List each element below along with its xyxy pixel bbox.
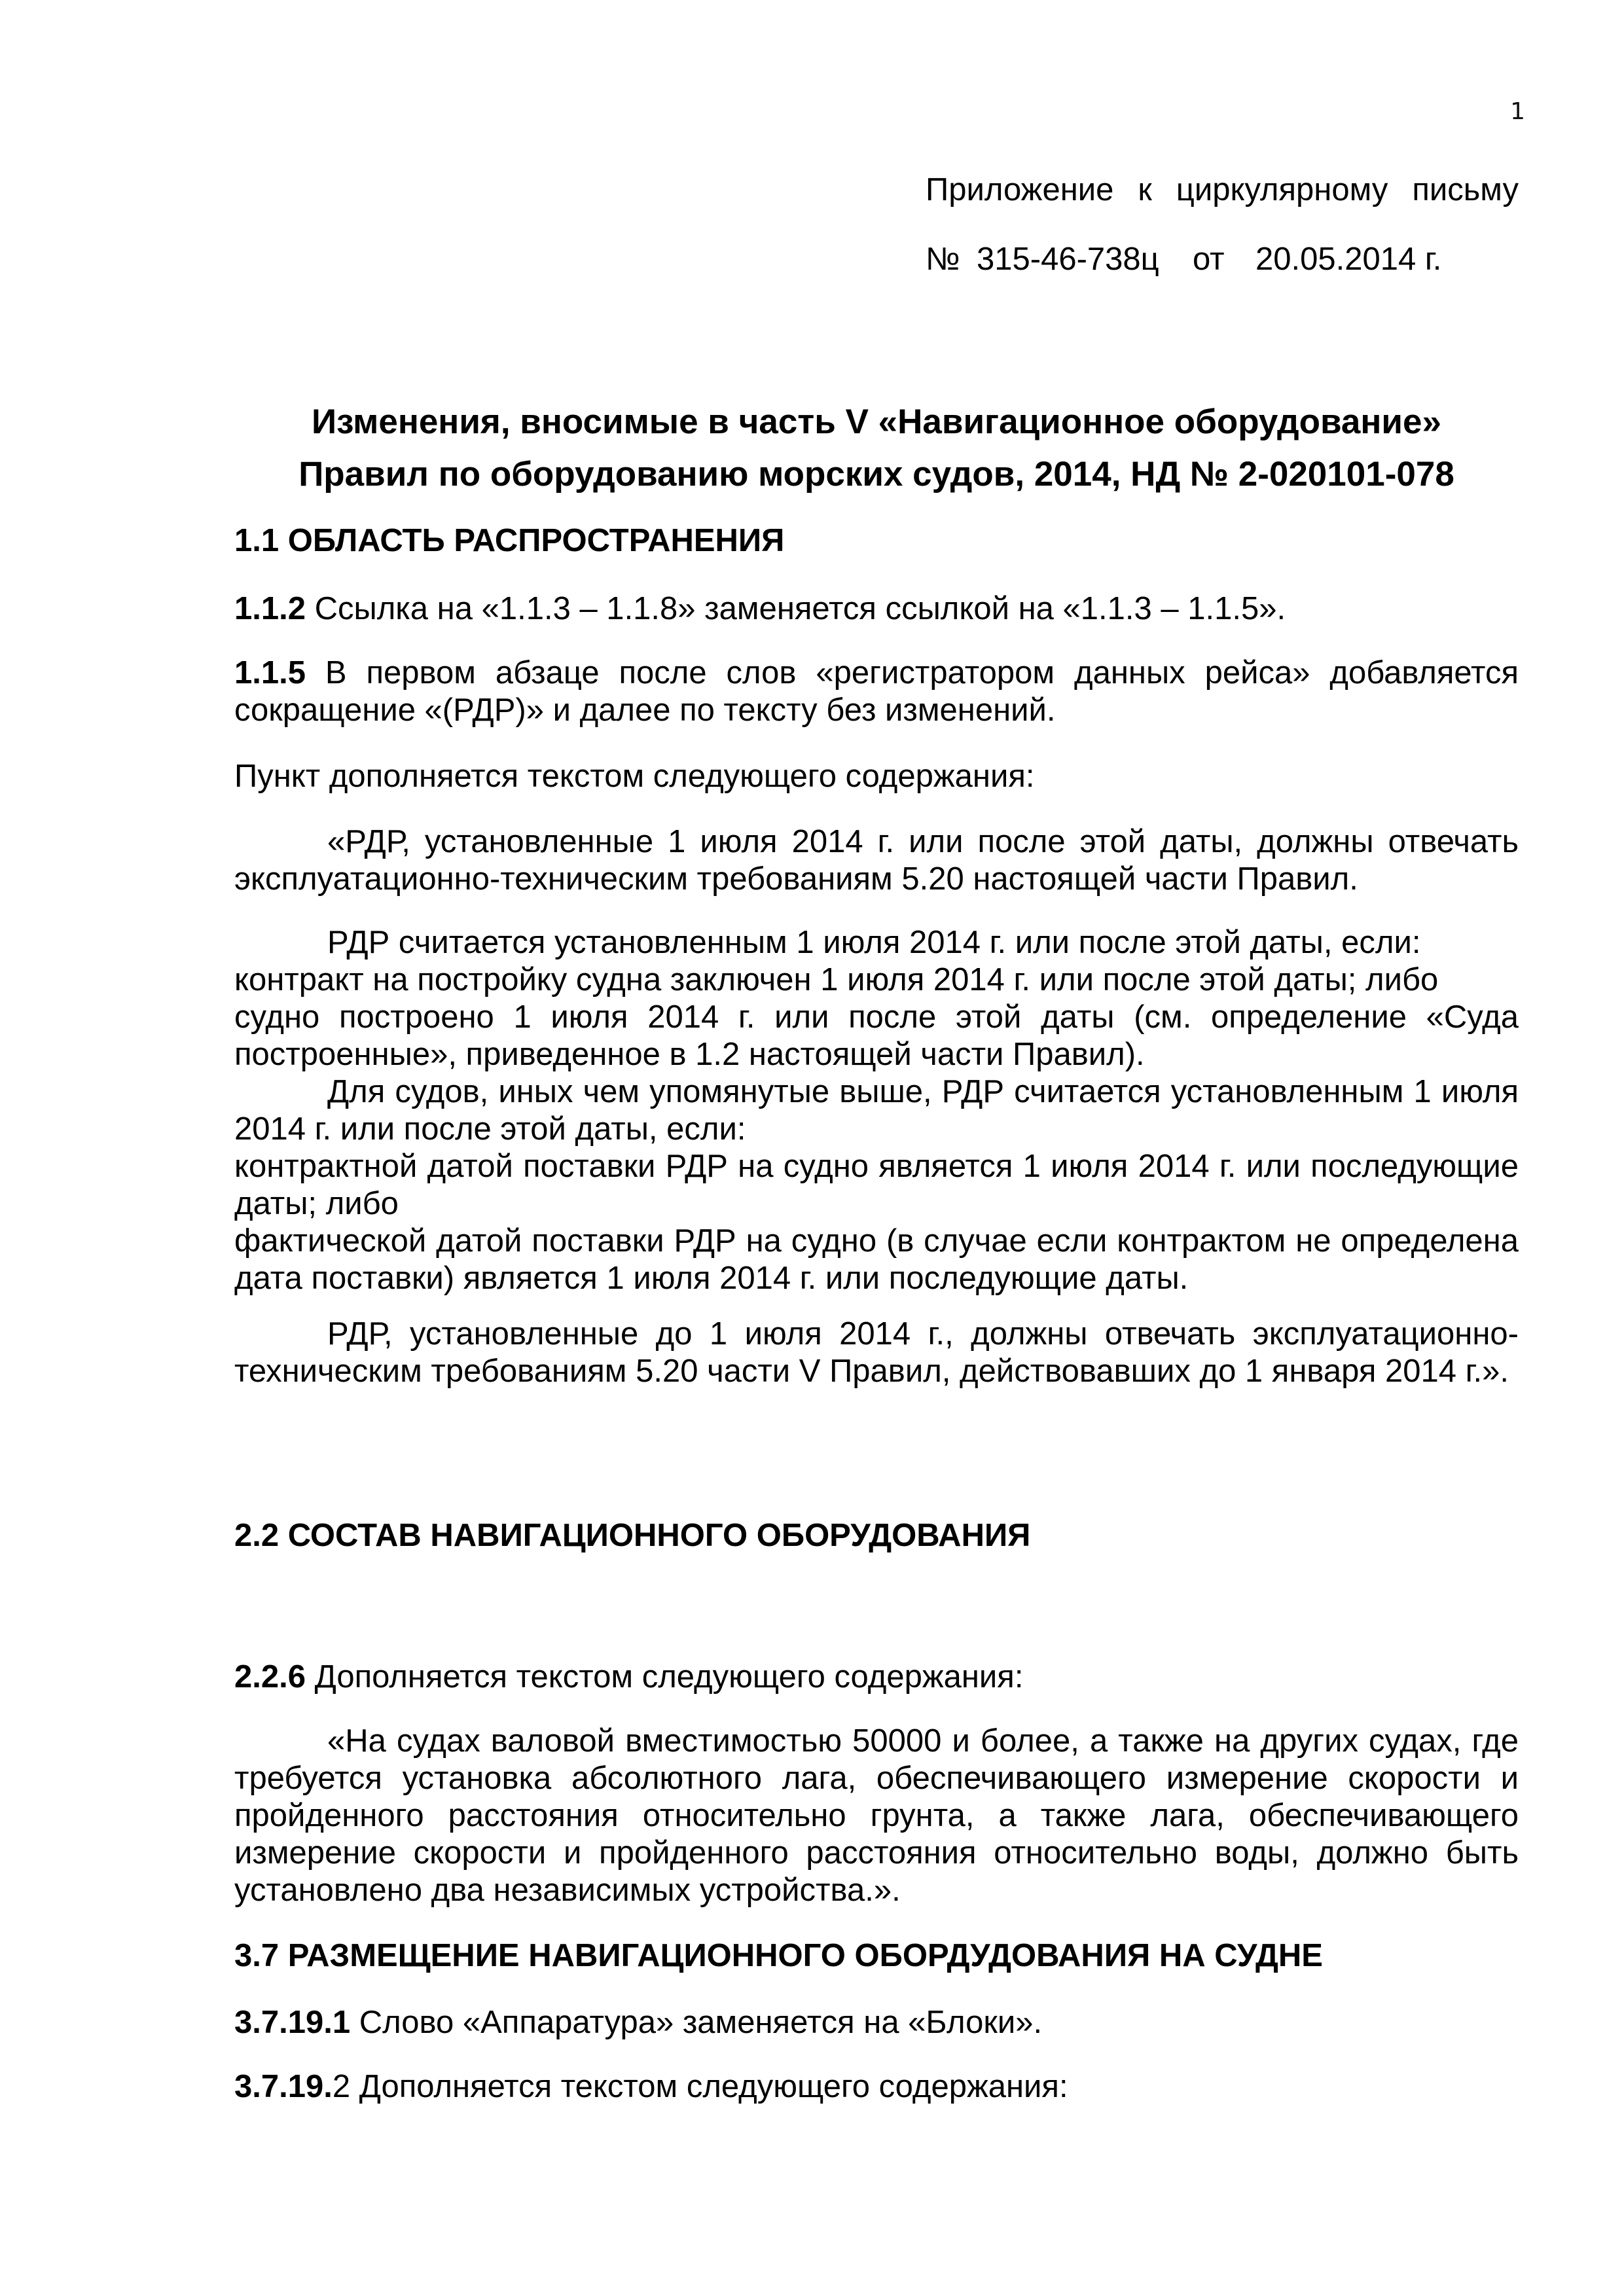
section-3-7-heading — [234, 1937, 1519, 1975]
number-sign: № — [926, 242, 960, 277]
section-2-2-heading — [234, 1517, 1519, 1554]
paragraph-text: «На судах валовой вместимостью 50000 и более, а также на других судах, где требуется установка абсолютного лага, обеспечивающего измерение скорости и пройденного расстояния относительно грунта, а также лага, обеспечивающего измерение скорости и пройденного расстояния относительно воды, должно быть установлено два независимых устройства.». — [234, 1723, 1519, 1908]
paragraph-text: Пункт дополняется текстом следующего содержания: — [234, 759, 1035, 794]
paragraph-text: Для судов, иных чем упомянутые выше, РДР считается установленным 1 июля 2014 г. или после этой даты, если: — [234, 1074, 1519, 1147]
paragraph — [234, 823, 1519, 898]
section-heading: 3.7 РАЗМЕЩЕНИЕ НАВИГАЦИОННОГО ОБОРДУДОВАНИЯ НА СУДНЕ — [234, 1938, 1323, 1973]
title-line-2: Правил по оборудованию морских судов, 2014, НД № 2-020101-078 — [298, 455, 1454, 493]
clause-label: 3.7.19.1 — [234, 2005, 351, 2040]
title-line-1: Изменения, вносимые в часть V «Навигационное оборудование» — [312, 403, 1441, 441]
clause-text: В первом абзаце после слов «регистратором данных рейса» добавляется сокращение «(РДР)» и далее по тексту без изменений. — [234, 655, 1519, 728]
paragraph-text: контрактной датой поставки РДР на судно является 1 июля 2014 г. или последующие даты; либо — [234, 1149, 1519, 1221]
clause-label: 3.7.19. — [234, 2069, 333, 2104]
clause-label: 1.1.5 — [234, 655, 306, 691]
paragraph — [234, 1316, 1519, 1390]
paragraph — [234, 924, 1519, 1073]
document-title — [234, 396, 1519, 501]
paragraph-text: судно построено 1 июля 2014 г. или после этой даты (см. определение «Суда построенные», приведенное в 1.2 настоящей части Правил). — [234, 999, 1519, 1072]
section-1-1-heading — [234, 522, 1519, 560]
clause-text: 2 Дополняется текстом следующего содержания: — [332, 2069, 1068, 2104]
clause-text: Слово «Аппаратура» заменяется на «Блоки». — [350, 2005, 1043, 2040]
clause-1-1-2 — [234, 590, 1519, 628]
attachment-line: Приложение к циркулярному письму — [926, 172, 1519, 207]
paragraph-text: фактической датой поставки РДР на судно (в случае если контрактом не определена дата поставки) является 1 июля 2014 г. или последующие даты. — [234, 1223, 1519, 1296]
clause-3-7-19-1 — [234, 2004, 1519, 2041]
paragraph — [234, 758, 1519, 795]
paragraph — [234, 1723, 1519, 1909]
paragraph-text: контракт на постройку судна заключен 1 июля 2014 г. или после этой даты; либо — [234, 962, 1439, 997]
clause-text: Дополняется текстом следующего содержания: — [305, 1659, 1024, 1695]
from-label: от — [1193, 242, 1225, 277]
clause-label: 1.1.2 — [234, 591, 306, 626]
paragraph-text: «РДР, установленные 1 июля 2014 г. или после этой даты, должны отвечать эксплуатационно-техническим требованиям 5.20 настоящей части Правил. — [234, 824, 1519, 897]
letter-number: 315-46-738ц — [977, 242, 1159, 277]
clause-3-7-19-2 — [234, 2068, 1519, 2106]
clause-1-1-5 — [234, 655, 1519, 729]
page-number: 1 — [1510, 98, 1525, 125]
section-heading: 1.1 ОБЛАСТЬ РАСПРОСТРАНЕНИЯ — [234, 523, 785, 558]
section-heading: 2.2 СОСТАВ НАВИГАЦИОННОГО ОБОРУДОВАНИЯ — [234, 1518, 1031, 1553]
attachment-number-line — [926, 240, 1519, 279]
clause-label: 2.2.6 — [234, 1659, 306, 1695]
clause-2-2-6 — [234, 1659, 1519, 1696]
paragraph-text: РДР, установленные до 1 июля 2014 г., должны отвечать эксплуатационно-техническим требованиям 5.20 части V Правил, действовавших до 1 января 2014 г.». — [234, 1316, 1519, 1389]
paragraph — [234, 1073, 1519, 1297]
letter-date: 20.05.2014 г. — [1255, 242, 1442, 277]
paragraph-text: РДР считается установленным 1 июля 2014 г. или после этой даты, если: — [327, 925, 1421, 960]
clause-text: Ссылка на «1.1.3 – 1.1.8» заменяется ссылкой на «1.1.3 – 1.1.5». — [305, 591, 1286, 626]
